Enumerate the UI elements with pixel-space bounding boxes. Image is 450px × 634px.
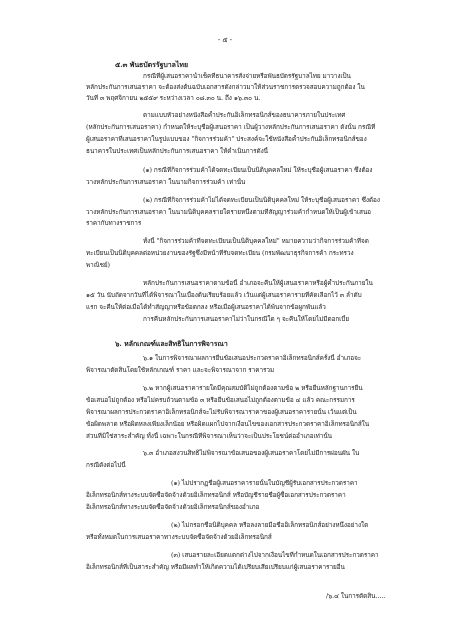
paragraph-line: ๑๕ วัน นับถัดจากวันที่ได้พิจารณาในเบื้องต้นเรียบร้อยแล้ว เว้นแต่ผู้เสนอราคารายที่คัดเลือกไว้ ๓ ลำดับ bbox=[86, 291, 362, 299]
paragraph-line: (หลักประกันการเสนอราคา) กำหนดให้ระบุชื่อผู้เสนอราคา เป็นผู้วางหลักประกันการเสนอราคา ดังนั้น กรณีที่ bbox=[86, 123, 376, 131]
paragraph-line: ข้อผิดพลาด หรือผิดหลงเพียงเล็กน้อย หรือผิดแผกไปจากเงื่อนไขของเอกสารประกวดราคาอิเล็กทรอนิกส์ใน bbox=[86, 420, 370, 428]
page-number: - ๕ - bbox=[217, 36, 233, 44]
paragraph-line: ทั้งนี้ "กิจการร่วมค้าที่จดทะเบียนเป็นนิติบุคคลใหม่" หมายความว่ากิจการร่วมค้าที่จด bbox=[143, 237, 369, 245]
paragraph-line: การคืนหลักประกันการเสนอราคาไม่ว่าในกรณีใด ๆ จะคืนให้โดยไม่มีดอกเบี้ย bbox=[143, 315, 350, 323]
paragraph-line: (๑) กรณีที่กิจการร่วมค้าได้จดทะเบียนเป็นนิติบุคคลใหม่ ให้ระบุชื่อผู้เสนอราคา ซึ่งต้อง bbox=[143, 166, 373, 174]
section-5-3-heading: ๕.๓ พันธบัตรรัฐบาลไทย bbox=[115, 60, 189, 69]
paragraph-line: ข้อเสนอไม่ถูกต้อง หรือไม่ครบถ้วนตามข้อ ๓ หรือยื่นข้อเสนอไม่ถูกต้องตามข้อ ๔ แล้ว คณะกรรมการ bbox=[86, 396, 355, 404]
paragraph-line: ส่วนที่มิใช่สาระสำคัญ ทั้งนี้ เฉพาะในกรณีที่พิจารณาเห็นว่าจะเป็นประโยชน์ต่ออำเภอเท่านั้น bbox=[86, 432, 332, 440]
paragraph-line: อิเล็กทรอนิกส์ทางระบบจัดซื้อจัดจ้างด้วยอิเล็กทรอนิกส์ของอำเภอ bbox=[86, 503, 260, 511]
paragraph-line: ๖.๓ อำเภอสงวนสิทธิไม่พิจารณาข้อเสนอของผู้เสนอราคาโดยไม่มีการผ่อนผัน ใน bbox=[143, 449, 360, 457]
paragraph-line: พาณิชย์) bbox=[86, 261, 111, 269]
paragraph-line: พิจารณาผลการประกวดราคาอิเล็กทรอนิกส์จะไม่รับพิจารณาราคาของผู้เสนอราคารายนั้น เว้นแต่เป็น bbox=[86, 408, 357, 416]
paragraph-line: ธนาคารในประเทศเป็นหลักประกันการเสนอราคา ให้ดำเนินการดังนี้ bbox=[86, 147, 268, 155]
paragraph-line: หลักประกันการเสนอราคาตามข้อนี้ อำเภอจะคืนให้ผู้เสนอราคาหรือผู้ค้ำประกันภายใน bbox=[143, 279, 373, 287]
paragraph-line: ตามแบบหัวอย่างหนังสือค้ำประกันอิเล็กทรอนิกส์ของธนาคารภายในประเทศ bbox=[143, 111, 346, 119]
paragraph-line: วางหลักประกันการเสนอราคา ในนามกิจการร่วมค้า เท่านั้น bbox=[86, 178, 246, 186]
paragraph-line: อิเล็กทรอนิกส์ทางระบบจัดซื้อจัดจ้างด้วยอิเล็กทรอนิกส์ หรือบัญชีรายชื่อผู้ซื้อเอกสารประกวดราคา bbox=[86, 491, 346, 499]
paragraph-line: พิจารณาตัดสินโดยใช้หลักเกณฑ์ ราคา และจะพิจารณาจาก ราคารวม bbox=[86, 366, 275, 374]
paragraph-line: วางหลักประกันการเสนอราคา ในนามนิติบุคคลรายใดรายหนึ่งตามที่สัญญาร่วมค้ากำหนดให้เป็นผู้เข้าเสนอ bbox=[86, 208, 371, 216]
paragraph-line: (๒) ไม่กรอกชื่อนิติบุคคล หรือลงลายมือชื่ออิเล็กทรอนิกส์อย่างหนึ่งอย่างใด bbox=[171, 521, 369, 529]
paragraph-line: วันที่ ๓ พฤศจิกายน ๒๕๕๙ ระหว่างเวลา ๐๘.๓๐ น. ถึง ๑๖.๓๐ น. bbox=[86, 94, 261, 102]
paragraph-line: หรือทั้งหมดในการเสนอราคาทางระบบจัดซื้อจัดจ้างด้วยอิเล็กทรอนิกส์ bbox=[86, 533, 272, 541]
continuation-marker: /๖.๔ ในการตัดสิน..... bbox=[326, 592, 386, 600]
paragraph-line: กรณีดังต่อไปนี้ bbox=[86, 461, 126, 469]
paragraph-line: กรณีที่ผู้เสนอราคานำเช็คที่ธนาคารสั่งจ่ายหรือพันธบัตรรัฐบาลไทย มาวางเป็น bbox=[143, 72, 351, 80]
paragraph-line: (๒) กรณีที่กิจการร่วมค้าไม่ได้จดทะเบียนเป็นนิติบุคคลใหม่ ให้ระบุชื่อผู้เสนอราคา ซึ่งต้อง bbox=[143, 196, 380, 204]
paragraph-line: อิเล็กทรอนิกส์ที่เป็นสาระสำคัญ หรือมีผลทำให้เกิดความได้เปรียบเสียเปรียบแก่ผู้เสนอราคารายอื่น bbox=[86, 563, 345, 571]
paragraph-line: ทะเบียนเป็นนิติบุคคลต่อหน่วยงานของรัฐซึ่งมีหน้าที่รับจดทะเบียน (กรมพัฒนาธุรกิจการค้า กระทรวง bbox=[86, 249, 354, 257]
paragraph-line: (๑) ไม่ปรากฏชื่อผู้เสนอราคารายนั้นในบัญชีผู้รับเอกสารประกวดราคา bbox=[171, 479, 358, 487]
paragraph-line: ผู้เสนอราคาที่เสนอราคาในรูปแบบของ "กิจการร่วมค้า" ประสงค์จะใช้หนังสือค้ำประกันอิเล็กทรอนิกส์ของ bbox=[86, 135, 367, 143]
paragraph-line: ๖.๑ ในการพิจารณาผลการยื่นข้อเสนอประกวดราคาอิเล็กทรอนิกส์ครั้งนี้ อำเภอจะ bbox=[143, 354, 362, 362]
paragraph-line: ๖.๒ หากผู้เสนอราคารายใดมีคุณสมบัติไม่ถูกต้องตามข้อ ๒ หรือยื่นหลักฐานการยื่น bbox=[143, 384, 363, 392]
paragraph-line: ราคากับทางราชการ bbox=[86, 219, 142, 227]
paragraph-line: (๓) เสนอรายละเอียดแตกต่างไปจากเงื่อนไขที่กำหนดในเอกสารประกวดราคา bbox=[171, 551, 379, 559]
paragraph-line: หลักประกันการเสนอราคา จะต้องส่งต้นฉบับเอกสารดังกล่าวมาให้ส่วนราชการตรวจสอบความถูกต้อง ใน bbox=[86, 83, 365, 91]
section-6-heading: ๖. หลักเกณฑ์และสิทธิในการพิจารณา bbox=[115, 339, 228, 348]
paragraph-line: แรก จะคืนให้ต่อเมื่อได้ทำสัญญาหรือข้อตกลง หรือเมื่อผู้เสนอราคาได้พ้นจากข้อผูกพันแล้ว bbox=[86, 303, 326, 311]
